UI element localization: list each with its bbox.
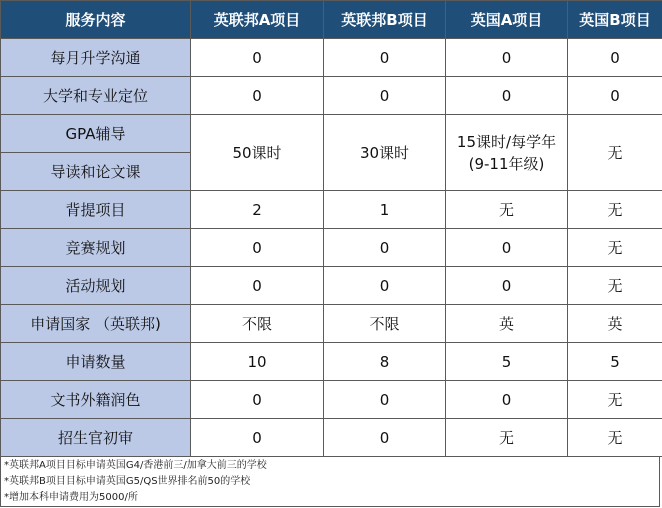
cell-value: 5 xyxy=(568,343,662,381)
header-service: 服务内容 xyxy=(1,1,191,39)
cell-value: 0 xyxy=(191,77,324,115)
cell-value: 30课时 xyxy=(324,115,446,191)
cell-value-multiline xyxy=(446,115,568,191)
service-name: 文书外籍润色 xyxy=(1,381,191,419)
table-row xyxy=(1,191,662,229)
cell-value: 无 xyxy=(446,191,568,229)
cell-value: 0 xyxy=(446,229,568,267)
service-name: 背提项目 xyxy=(1,191,191,229)
cell-value: 5 xyxy=(446,343,568,381)
footnote: *英联邦B项目目标申请英国G5/QS世界排名前50的学校 xyxy=(4,476,251,487)
service-name: 活动规划 xyxy=(1,267,191,305)
cell-value: 0 xyxy=(324,39,446,77)
cell-value: 无 xyxy=(568,381,662,419)
cell-value: 0 xyxy=(446,77,568,115)
cell-line: 15课时/每学年 xyxy=(456,132,557,151)
cell-value: 0 xyxy=(191,229,324,267)
cell-value: 2 xyxy=(191,191,324,229)
service-name: 每月升学沟通 xyxy=(1,39,191,77)
table-row xyxy=(1,343,662,381)
table-row xyxy=(1,305,662,343)
service-name: 招生官初审 xyxy=(1,419,191,457)
cell-value: 无 xyxy=(568,191,662,229)
cell-value: 0 xyxy=(324,267,446,305)
cell-value: 1 xyxy=(324,191,446,229)
table-row xyxy=(1,77,662,115)
cell-value: 0 xyxy=(568,39,662,77)
cell-value: 无 xyxy=(568,115,662,191)
table-row xyxy=(1,115,662,153)
cell-value: 无 xyxy=(568,267,662,305)
cell-value: 0 xyxy=(191,267,324,305)
cell-value: 英 xyxy=(446,305,568,343)
cell-value: 10 xyxy=(191,343,324,381)
cell-value: 0 xyxy=(324,419,446,457)
footnote: *英联邦A项目目标申请英国G4/香港前三/加拿大前三的学校 xyxy=(4,460,267,471)
cell-value: 0 xyxy=(191,419,324,457)
service-name: 申请国家 （英联邦) xyxy=(1,305,191,343)
header-uk-b: 英国B项目 xyxy=(568,1,662,39)
cell-value: 不限 xyxy=(191,305,324,343)
cell-value: 不限 xyxy=(324,305,446,343)
cell-value: 0 xyxy=(568,77,662,115)
footnote: *增加本科申请费用为5000/所 xyxy=(4,492,138,503)
cell-value: 0 xyxy=(191,381,324,419)
cell-value: 8 xyxy=(324,343,446,381)
service-name: 大学和专业定位 xyxy=(1,77,191,115)
cell-value: 0 xyxy=(324,381,446,419)
cell-value: 0 xyxy=(446,39,568,77)
table-row xyxy=(1,419,662,457)
cell-value: 0 xyxy=(446,381,568,419)
cell-value: 0 xyxy=(324,77,446,115)
table-row xyxy=(1,267,662,305)
table-row xyxy=(1,39,662,77)
cell-value: 英 xyxy=(568,305,662,343)
header-row xyxy=(1,1,662,39)
header-uk-a: 英国A项目 xyxy=(446,1,568,39)
cell-value: 无 xyxy=(446,419,568,457)
service-name: 竞赛规划 xyxy=(1,229,191,267)
cell-value: 无 xyxy=(568,419,662,457)
footnotes xyxy=(0,456,660,507)
table-row xyxy=(1,381,662,419)
service-name: GPA辅导 xyxy=(1,115,191,153)
service-name: 申请数量 xyxy=(1,343,191,381)
cell-value: 0 xyxy=(324,229,446,267)
header-commonwealth-a: 英联邦A项目 xyxy=(191,1,324,39)
cell-line: (9-11年级) xyxy=(468,154,545,173)
cell-value: 0 xyxy=(446,267,568,305)
table-row xyxy=(1,229,662,267)
cell-value: 50课时 xyxy=(191,115,324,191)
cell-value: 无 xyxy=(568,229,662,267)
header-commonwealth-b: 英联邦B项目 xyxy=(324,1,446,39)
cell-value: 0 xyxy=(191,39,324,77)
service-name: 导读和论文课 xyxy=(1,153,191,191)
